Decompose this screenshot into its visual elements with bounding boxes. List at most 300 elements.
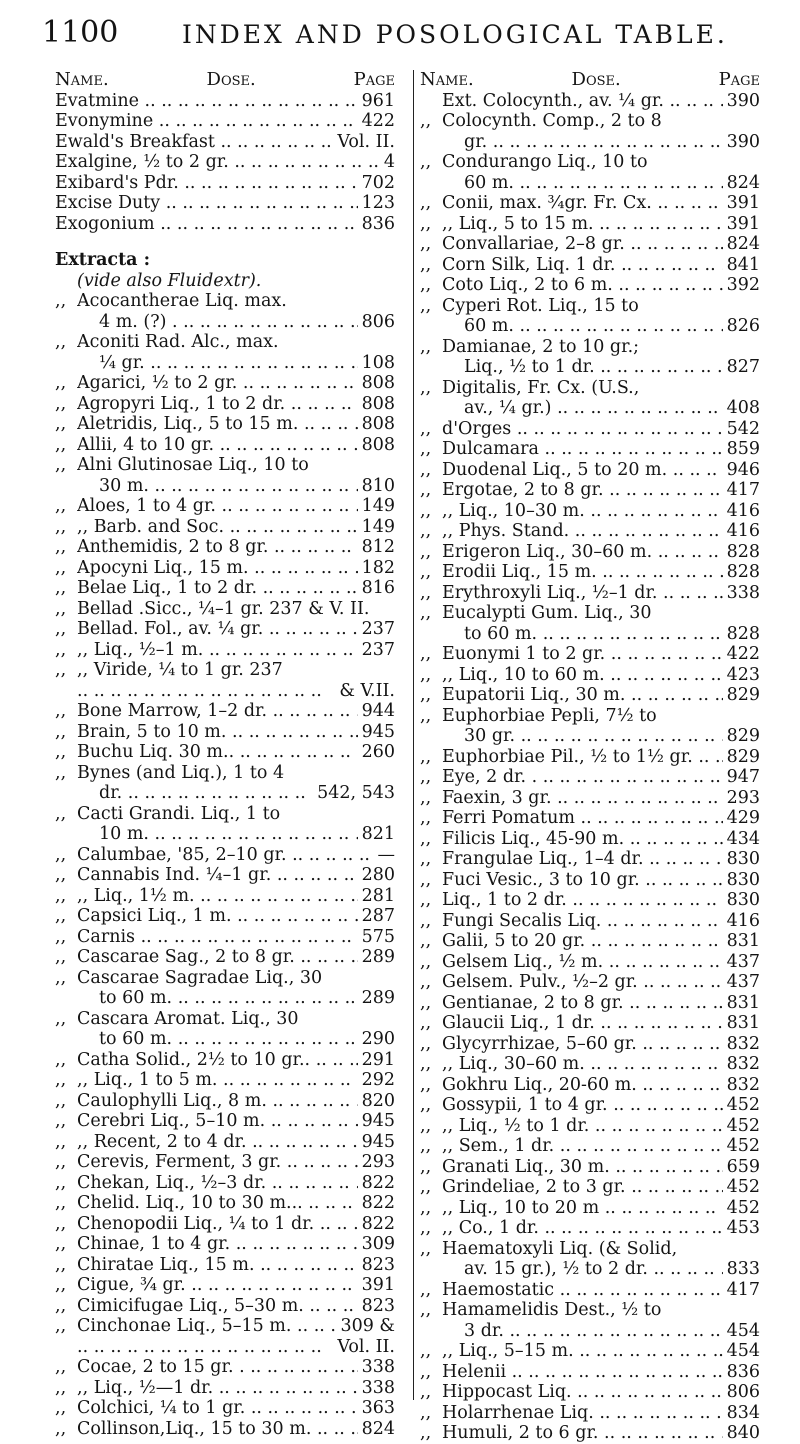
index-entry [55, 1132, 395, 1153]
ditto-mark: ,, [55, 639, 67, 660]
ditto-mark [420, 316, 442, 337]
entry-name: Cannabis Ind. ¼–1 gr. .. .. .. [77, 865, 358, 886]
entry-name: Holarrhenae Liq. .. .. .. [442, 1403, 723, 1424]
entry-page [756, 337, 760, 358]
left-pre-entries [55, 91, 395, 235]
entry-page: 437 [726, 951, 760, 972]
ditto-mark: ,, [420, 152, 432, 172]
ditto-mark: ,, [420, 1156, 432, 1177]
index-entry [55, 763, 395, 784]
entry-page [756, 378, 760, 399]
index-entry [55, 414, 395, 435]
entry-page: 859 [726, 439, 760, 459]
entry-page [756, 1239, 760, 1260]
index-entry [55, 1111, 395, 1132]
entry-page: 338 [361, 1357, 395, 1377]
entry-page: 452 [726, 1095, 760, 1115]
index-entry [55, 640, 395, 661]
left-entries [55, 291, 395, 1439]
entry-name: Euphorbiae Pepli, 7½ to [442, 705, 657, 726]
entry-page: 422 [361, 111, 395, 131]
entry-page [756, 152, 760, 173]
ditto-mark: ,, [55, 742, 67, 762]
entry-page: 390 [726, 131, 760, 152]
index-entry [420, 173, 760, 194]
entry-page: 260 [361, 742, 395, 762]
ditto-mark: ,, [55, 455, 67, 475]
ditto-mark: ,, [55, 865, 67, 885]
entry-page: 416 [726, 500, 760, 521]
entry-name: Carnis .. .. [77, 927, 358, 948]
index-entry [420, 193, 760, 214]
entry-page: 832 [726, 1074, 760, 1095]
entry-page: 289 [361, 988, 395, 1008]
ditto-mark: ,, [55, 291, 67, 311]
ditto-mark: ,, [420, 1300, 432, 1320]
entry-name: Haemostatic .. .. [442, 1280, 723, 1301]
entry-page: 392 [726, 275, 760, 295]
index-entry [55, 1378, 395, 1399]
index-entry [420, 214, 760, 235]
ditto-mark: ,, [420, 664, 432, 685]
ditto-mark [55, 476, 77, 497]
index-entry [55, 537, 395, 558]
index-entry [55, 1357, 395, 1378]
index-entry [420, 296, 760, 317]
entry-name: ¼ gr. .. .. [77, 353, 358, 374]
index-entry [55, 660, 395, 681]
header-name: Name. [420, 69, 474, 90]
index-entry [420, 1013, 760, 1034]
index-entry [420, 1403, 760, 1424]
ditto-mark: ,, [420, 1361, 432, 1382]
entry-name: ,, Liq., 1½ m. .. .. .. [77, 886, 358, 907]
entry-page [391, 804, 395, 825]
entry-page: 452 [726, 1136, 760, 1156]
entry-name: Collinson,Liq., 15 to 30 m. .. .. [77, 1419, 358, 1440]
ditto-mark: ,, [420, 275, 432, 295]
index-entry [420, 952, 760, 973]
index-entry [55, 1050, 395, 1071]
entry-page: 575 [361, 926, 395, 947]
ditto-mark: ,, [55, 537, 67, 557]
index-entry [420, 911, 760, 932]
entry-name: Damianae, 2 to 10 gr.; [442, 336, 640, 357]
index-entry [55, 968, 395, 989]
ditto-mark: ,, [55, 496, 67, 516]
index-entry [55, 1070, 395, 1091]
index-entry [55, 742, 395, 763]
index-entry [420, 439, 760, 460]
index-entry [55, 886, 395, 907]
ditto-mark: ,, [55, 947, 67, 967]
entry-name: ,, Recent, 2 to 4 dr. .. .. .. [77, 1132, 358, 1153]
ditto-mark: ,, [420, 828, 432, 849]
entry-page: 237 [361, 639, 395, 660]
index-entry [420, 1321, 760, 1342]
index-entry [420, 993, 760, 1014]
entry-page: 408 [726, 398, 760, 418]
index-entry [420, 152, 760, 173]
entry-name: Cocae, 2 to 15 gr. . .. .. [77, 1357, 358, 1378]
entry-page: 123 [361, 193, 395, 213]
ditto-mark: ,, [420, 1423, 432, 1443]
index-entry [420, 255, 760, 276]
entry-page: 434 [726, 828, 760, 849]
ditto-mark: ,, [55, 393, 67, 414]
entry-page: 829 [726, 685, 760, 705]
index-entry [55, 152, 395, 173]
ditto-mark: ,, [420, 787, 432, 808]
entry-name: Erigeron Liq., 30–60 m. .. .. .. [442, 542, 723, 563]
index-entry [420, 583, 760, 604]
entry-page: 290 [361, 1029, 395, 1049]
entry-name: 60 m. .. .. .. [442, 316, 723, 337]
entry-name: Hamamelidis Dest., ½ to [442, 1300, 662, 1320]
entry-page: 391 [726, 193, 760, 213]
ditto-mark: ,, [55, 1398, 67, 1418]
ditto-mark: ,, [420, 951, 432, 972]
ditto-mark: ,, [55, 1049, 67, 1070]
entry-name: Cigue, ¾ gr. .. .. [77, 1275, 358, 1296]
ditto-mark [420, 1321, 442, 1342]
index-entry [55, 988, 395, 1009]
entry-name: Exalgine, ½ to 2 gr. .. .. [55, 152, 380, 173]
index-entry [420, 1382, 760, 1403]
index-entry [420, 767, 760, 788]
index-entry [420, 1239, 760, 1260]
ditto-mark: ,, [55, 1234, 67, 1254]
ditto-mark: ,, [420, 439, 432, 459]
entry-name: Galii, 5 to 20 gr. .. .. .. [442, 931, 723, 952]
entry-page: 417 [726, 1279, 760, 1300]
entry-page: 309 [361, 1234, 395, 1254]
header-dose: Dose. [571, 69, 621, 90]
index-entry [420, 1341, 760, 1362]
entry-page [756, 296, 760, 317]
entry-page: 542 [726, 418, 760, 439]
entry-page [391, 1009, 395, 1030]
entry-name: Cascara Aromat. Liq., 30 [77, 1008, 299, 1029]
entry-name: 3 dr. .. .. [442, 1321, 723, 1342]
ditto-mark [55, 681, 77, 702]
index-entry [55, 845, 395, 866]
index-entry [420, 747, 760, 768]
ditto-mark: ,, [55, 598, 67, 619]
entry-page: 291 [361, 1049, 395, 1070]
entry-name: Cascarae Sagradae Liq., 30 [77, 967, 323, 988]
index-entry [420, 1157, 760, 1178]
entry-name: Gelsem. Pulv., ½–2 gr. .. .. .. [442, 972, 723, 993]
section-note-text: (vide also Fluidextr). [77, 270, 262, 291]
entry-name: Chenopodii Liq., ¼ to 1 dr. .. .. [77, 1214, 358, 1235]
ditto-mark: ,, [420, 1054, 432, 1074]
ditto-mark: ,, [420, 1115, 432, 1136]
entry-page: 828 [726, 562, 760, 582]
entry-name: ,, Liq., 5 to 15 m. .. .. .. [442, 214, 723, 235]
ditto-mark: ,, [420, 193, 432, 213]
ditto-mark: ,, [420, 213, 432, 234]
entry-name: Fungi Secalis Liq. .. .. [442, 911, 723, 932]
entry-name: Digitalis, Fr. Cx. (U.S., [442, 377, 640, 398]
index-entry [420, 624, 760, 645]
ditto-mark [55, 1337, 77, 1358]
column-header-left [55, 70, 395, 91]
ditto-mark: ,, [420, 1177, 432, 1197]
ditto-mark: ,, [55, 578, 67, 598]
ditto-mark: ,, [420, 972, 432, 992]
entry-name: Cinchonae Liq., 5–15 m. .. .. [77, 1316, 336, 1337]
index-entry [55, 1275, 395, 1296]
index-entry [55, 1234, 395, 1255]
entry-name: gr. .. .. [442, 132, 723, 153]
ditto-mark: ,, [420, 336, 432, 357]
ditto-mark: ,, [55, 1254, 67, 1275]
index-entry [55, 353, 395, 374]
header-name: Name. [55, 69, 109, 90]
index-entry [420, 337, 760, 358]
entry-name: Bellad. Fol., av. ¼ gr. .. .. [77, 619, 358, 640]
entry-page: 437 [726, 972, 760, 992]
index-entry [420, 1116, 760, 1137]
index-entry [55, 193, 395, 214]
ditto-mark: ,, [55, 885, 67, 906]
ditto-mark: ,, [55, 1111, 67, 1131]
entry-page: 806 [726, 1382, 760, 1402]
entry-name: Aconiti Rad. Alc., max. [77, 332, 279, 352]
index-entry [55, 517, 395, 538]
ditto-mark [55, 312, 77, 333]
entry-page: 363 [361, 1398, 395, 1418]
entry-page [756, 1300, 760, 1321]
entry-name: Allii, 4 to 10 gr. .. .. [77, 435, 358, 456]
index-entry [420, 1423, 760, 1444]
entry-name: Ext. Colocynth., av. ¼ gr. .. .. [442, 91, 723, 112]
entry-page: 834 [726, 1402, 760, 1423]
index-entry [55, 455, 395, 476]
entry-name: Cascarae Sag., 2 to 8 gr. .. .. .. [77, 947, 358, 968]
entry-name: 60 m. .. .. .. [442, 173, 723, 194]
entry-name: 4 m. (?) . .. .. [77, 312, 358, 333]
entry-page: 961 [361, 90, 395, 111]
ditto-mark: ,, [420, 1402, 432, 1423]
entry-name: Duodenal Liq., 5 to 20 m. .. .. [442, 460, 723, 481]
index-entry [420, 1177, 760, 1198]
entry-name: dr. .. .. [77, 783, 313, 804]
entry-name: Faexin, 3 gr. .. .. [442, 788, 723, 809]
entry-name: Apocyni Liq., 15 m. .. .. [77, 558, 358, 579]
entry-name: Catha Solid., 2½ to 10 gr.. .. .. [77, 1050, 358, 1071]
entry-name: Filicis Liq., 45-90 m. .. .. .. [442, 829, 723, 850]
ditto-mark [420, 357, 442, 378]
entry-name: Haematoxyli Liq. (& Solid, [442, 1238, 678, 1259]
right-entries [420, 91, 760, 1444]
entry-name: Gossypii, 1 to 4 gr. .. .. [442, 1095, 723, 1116]
entry-name: d'Orges .. .. [442, 419, 723, 440]
entry-name: Euphorbiae Pil., ½ to 1½ gr. .. .. [442, 747, 723, 768]
entry-page: Vol. II. [337, 1336, 395, 1357]
index-entry [55, 91, 395, 112]
ditto-mark: ,, [55, 844, 67, 865]
index-entry [420, 1095, 760, 1116]
entry-page: 542, 543 [317, 783, 395, 803]
index-entry [55, 578, 395, 599]
index-entry [55, 1193, 395, 1214]
entry-name: 30 m. .. .. .. [77, 476, 358, 497]
entry-page: & V.II. [339, 680, 395, 701]
index-entry [55, 701, 395, 722]
entry-name: ,, Phys. Stand. .. .. [442, 521, 723, 542]
entry-name: Hippocast Liq. .. .. .. [442, 1382, 723, 1403]
entry-name: Caulophylli Liq., 8 m. .. .. .. [77, 1091, 358, 1112]
entry-page: 454 [726, 1320, 760, 1341]
header-page: Page [718, 69, 760, 90]
section-heading-text: Extracta : [55, 250, 151, 270]
index-entry [55, 681, 395, 702]
index-entry [420, 91, 760, 112]
index-entry [420, 1075, 760, 1096]
index-entry [55, 312, 395, 333]
entry-page: 827 [726, 357, 760, 377]
entry-name: Grindeliae, 2 to 3 gr. .. .. [442, 1177, 723, 1198]
index-entry [55, 804, 395, 825]
index-entry [420, 1300, 760, 1321]
index-entry [55, 1296, 395, 1317]
entry-page [756, 706, 760, 727]
ditto-mark: ,, [420, 849, 432, 869]
ditto-mark: ,, [55, 1152, 67, 1172]
entry-name: Corn Silk, Liq. 1 dr. .. .. [442, 255, 723, 276]
entry-page: 947 [726, 767, 760, 787]
entry-page: 452 [726, 1115, 760, 1136]
index-entry [55, 783, 395, 804]
entry-name: Exibard's Pdr. .. .. .. [55, 173, 358, 194]
entry-name: Anthemidis, 2 to 8 gr. .. .. [77, 537, 358, 558]
ditto-mark: ,, [55, 721, 67, 742]
entry-page: 423 [726, 664, 760, 685]
ditto-mark [55, 783, 77, 804]
entry-page [391, 599, 395, 620]
entry-name: ,, Liq., ½–1 m. .. .. [77, 640, 358, 661]
entry-name: Chekan, Liq., ½–3 dr. .. .. .. [77, 1173, 358, 1194]
ditto-mark: ,, [420, 746, 432, 767]
entry-page: 452 [726, 1177, 760, 1197]
entry-page: 808 [361, 434, 395, 455]
entry-page: 841 [726, 254, 760, 275]
entry-page: 281 [361, 885, 395, 906]
entry-page: 832 [726, 1033, 760, 1054]
entry-page: 416 [726, 521, 760, 541]
ditto-mark: ,, [420, 500, 432, 521]
ditto-mark: ,, [420, 1341, 432, 1361]
entry-name: Gentianae, 2 to 8 gr. .. .. [442, 993, 723, 1014]
entry-page: 429 [726, 808, 760, 828]
entry-page: 287 [361, 906, 395, 926]
entry-page: 946 [726, 459, 760, 480]
entry-name: av., ¼ gr.) .. .. [442, 398, 723, 419]
ditto-mark [420, 726, 442, 747]
column-divider [413, 70, 414, 1400]
entry-name: Agarici, ½ to 2 gr. .. .. [77, 373, 358, 394]
index-entry [420, 1218, 760, 1239]
ditto-mark: ,, [420, 521, 432, 541]
ditto-mark [420, 398, 442, 419]
entry-name: Frangulae Liq., 1–4 dr. .. .. .. [442, 849, 723, 870]
ditto-mark: ,, [420, 931, 432, 951]
index-entry [55, 619, 395, 640]
entry-page: 822 [361, 1172, 395, 1193]
entry-page: 808 [361, 373, 395, 393]
entry-name: Fuci Vesic., 3 to 10 gr. .. .. [442, 870, 723, 891]
index-entry [55, 291, 395, 312]
index-entry [420, 132, 760, 153]
entry-name: Coto Liq., 2 to 6 m. .. .. [442, 275, 723, 296]
entry-name: Helenii .. .. [442, 1362, 723, 1383]
entry-name: Cyperi Rot. Liq., 15 to [442, 295, 639, 316]
ditto-mark: ,, [55, 926, 67, 947]
ditto-mark: ,, [420, 1074, 432, 1095]
entry-page: 422 [726, 644, 760, 664]
entry-name: Glycyrrhizae, 5–60 gr. .. .. .. [442, 1034, 723, 1055]
entry-page: 659 [726, 1156, 760, 1177]
ditto-mark: ,, [55, 414, 67, 434]
entry-page: 823 [361, 1295, 395, 1316]
entry-name: Aletridis, Liq., 5 to 15 m. .. .. [77, 414, 358, 435]
index-entry [55, 132, 395, 153]
entry-page: 836 [726, 1361, 760, 1382]
index-entry [420, 1034, 760, 1055]
ditto-mark: ,, [420, 890, 432, 910]
index-entry [55, 435, 395, 456]
ditto-mark: ,, [55, 332, 67, 352]
ditto-mark: ,, [55, 803, 67, 824]
entry-name: Humuli, 2 to 6 gr. .. .. [442, 1423, 723, 1444]
ditto-mark [55, 353, 77, 374]
entry-name: Agropyri Liq., 1 to 2 dr. .. .. [77, 394, 358, 415]
index-entry [55, 558, 395, 579]
entry-page: 812 [361, 537, 395, 557]
index-entry [420, 1136, 760, 1157]
entry-name: to 60 m. .. .. [77, 1029, 358, 1050]
index-entry [55, 173, 395, 194]
entry-name: 10 m. .. .. .. [77, 824, 358, 845]
page-header [42, 14, 762, 52]
entry-name: ,, Co., 1 dr. .. .. .. [442, 1218, 723, 1239]
ditto-mark: ,, [420, 808, 432, 828]
ditto-mark: ,, [55, 1418, 67, 1439]
ditto-mark: ,, [420, 1033, 432, 1054]
index-entry [420, 357, 760, 378]
entry-name: Cacti Grandi. Liq., 1 to [77, 803, 281, 824]
index-entry [420, 501, 760, 522]
entry-page: Vol. II. [337, 131, 395, 152]
entry-page: 829 [726, 746, 760, 767]
index-entry [55, 599, 395, 620]
entry-page: 826 [726, 316, 760, 336]
index-entry [55, 1255, 395, 1276]
entry-page: 149 [361, 496, 395, 516]
index-entry [420, 378, 760, 399]
entry-name: Chiratae Liq., 15 m. .. .. [77, 1255, 358, 1276]
ditto-mark: ,, [55, 701, 67, 721]
ditto-mark: ,, [420, 644, 432, 664]
ditto-mark: ,, [420, 480, 432, 500]
header-dose: Dose. [206, 69, 256, 90]
index-entry [420, 234, 760, 255]
index-entry [420, 931, 760, 952]
index-entry [420, 460, 760, 481]
index-entry [420, 972, 760, 993]
